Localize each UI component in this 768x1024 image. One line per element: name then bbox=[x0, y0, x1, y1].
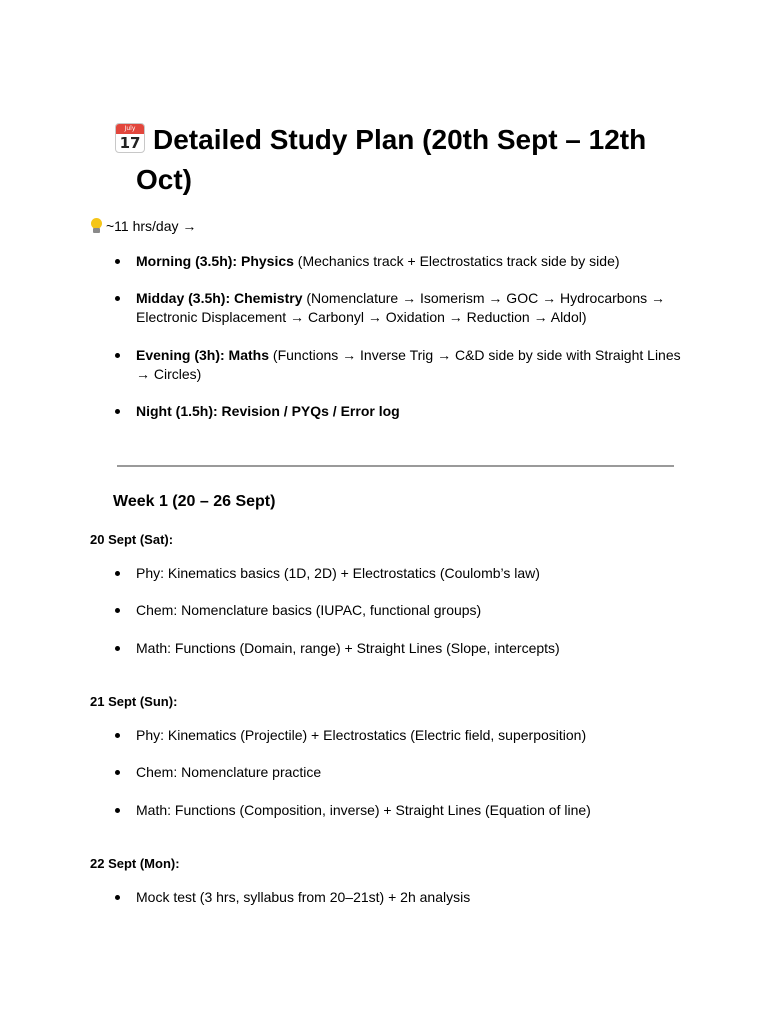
schedule-label: Evening (3h): Maths bbox=[136, 347, 270, 363]
schedule-item-evening bbox=[112, 346, 682, 384]
bullet-icon bbox=[115, 808, 120, 813]
page-title-line2: Oct) bbox=[136, 164, 192, 195]
task-text: Chem: Nomenclature practice bbox=[136, 764, 322, 780]
schedule-list-night bbox=[112, 402, 682, 421]
schedule-item-morning bbox=[112, 252, 682, 271]
day-task-list bbox=[112, 726, 682, 745]
page-title-line1: Detailed Study Plan (20th Sept – 12th bbox=[153, 124, 647, 155]
page-title bbox=[115, 120, 715, 200]
day-task-list bbox=[112, 601, 682, 620]
task-text: Phy: Kinematics (Projectile) + Electrostatics (Electric field, superposition) bbox=[136, 727, 587, 743]
bullet-icon bbox=[115, 571, 120, 576]
horizontal-divider bbox=[117, 465, 674, 467]
bullet-icon bbox=[115, 409, 120, 414]
schedule-label: Night (1.5h): Revision / PYQs / Error log bbox=[136, 403, 400, 419]
bullet-icon bbox=[115, 259, 120, 264]
schedule-label: Morning (3.5h): Physics bbox=[136, 253, 294, 269]
calendar-icon-day: 17 bbox=[119, 134, 141, 152]
list-item bbox=[112, 639, 682, 658]
day-heading: 21 Sept (Sun): bbox=[90, 694, 178, 709]
bullet-icon bbox=[115, 353, 120, 358]
day-task-list bbox=[112, 763, 682, 782]
list-item bbox=[112, 801, 682, 820]
calendar-icon bbox=[115, 123, 145, 153]
task-text: Phy: Kinematics basics (1D, 2D) + Electrostatics (Coulomb’s law) bbox=[136, 565, 540, 581]
task-text: Chem: Nomenclature basics (IUPAC, functional groups) bbox=[136, 602, 482, 618]
day-task-list bbox=[112, 564, 682, 583]
day-heading: 22 Sept (Mon): bbox=[90, 856, 180, 871]
lightbulb-icon bbox=[90, 218, 102, 234]
list-item bbox=[112, 726, 682, 745]
day-task-list bbox=[112, 639, 682, 658]
bullet-icon bbox=[115, 895, 120, 900]
list-item bbox=[112, 601, 682, 620]
day-heading: 20 Sept (Sat): bbox=[90, 532, 174, 547]
list-item bbox=[112, 763, 682, 782]
task-text: Mock test (3 hrs, syllabus from 20–21st) + 2h analysis bbox=[136, 889, 471, 905]
list-item bbox=[112, 564, 682, 583]
schedule-list-midday bbox=[112, 289, 682, 327]
schedule-detail: (Functions → Inverse Trig → C&D side by side with Straight Lines → Circles) bbox=[136, 347, 681, 382]
daily-hours-text: ~11 hrs/day → bbox=[106, 218, 197, 234]
day-task-list bbox=[112, 888, 682, 907]
bullet-icon bbox=[115, 770, 120, 775]
task-text: Math: Functions (Domain, range) + Straight Lines (Slope, intercepts) bbox=[136, 640, 560, 656]
daily-hours-note bbox=[90, 217, 196, 235]
schedule-item-night bbox=[112, 402, 682, 421]
bullet-icon bbox=[115, 646, 120, 651]
calendar-icon-month: July bbox=[116, 124, 144, 134]
bullet-icon bbox=[115, 296, 120, 301]
schedule-item-midday bbox=[112, 289, 682, 327]
bullet-icon bbox=[115, 608, 120, 613]
list-item bbox=[112, 888, 682, 907]
bullet-icon bbox=[115, 733, 120, 738]
schedule-list-evening bbox=[112, 346, 682, 384]
week-heading: Week 1 (20 – 26 Sept) bbox=[113, 493, 276, 510]
schedule-detail: (Nomenclature → Isomerism → GOC → Hydrocarbons → Electronic Displacement → Carbonyl → Oxidation → Reduction → Aldol) bbox=[136, 290, 666, 325]
task-text: Math: Functions (Composition, inverse) + Straight Lines (Equation of line) bbox=[136, 802, 591, 818]
schedule-label: Midday (3.5h): Chemistry bbox=[136, 290, 303, 306]
day-task-list bbox=[112, 801, 682, 820]
schedule-list bbox=[112, 252, 682, 271]
schedule-detail: (Mechanics track + Electrostatics track side by side) bbox=[293, 253, 620, 269]
